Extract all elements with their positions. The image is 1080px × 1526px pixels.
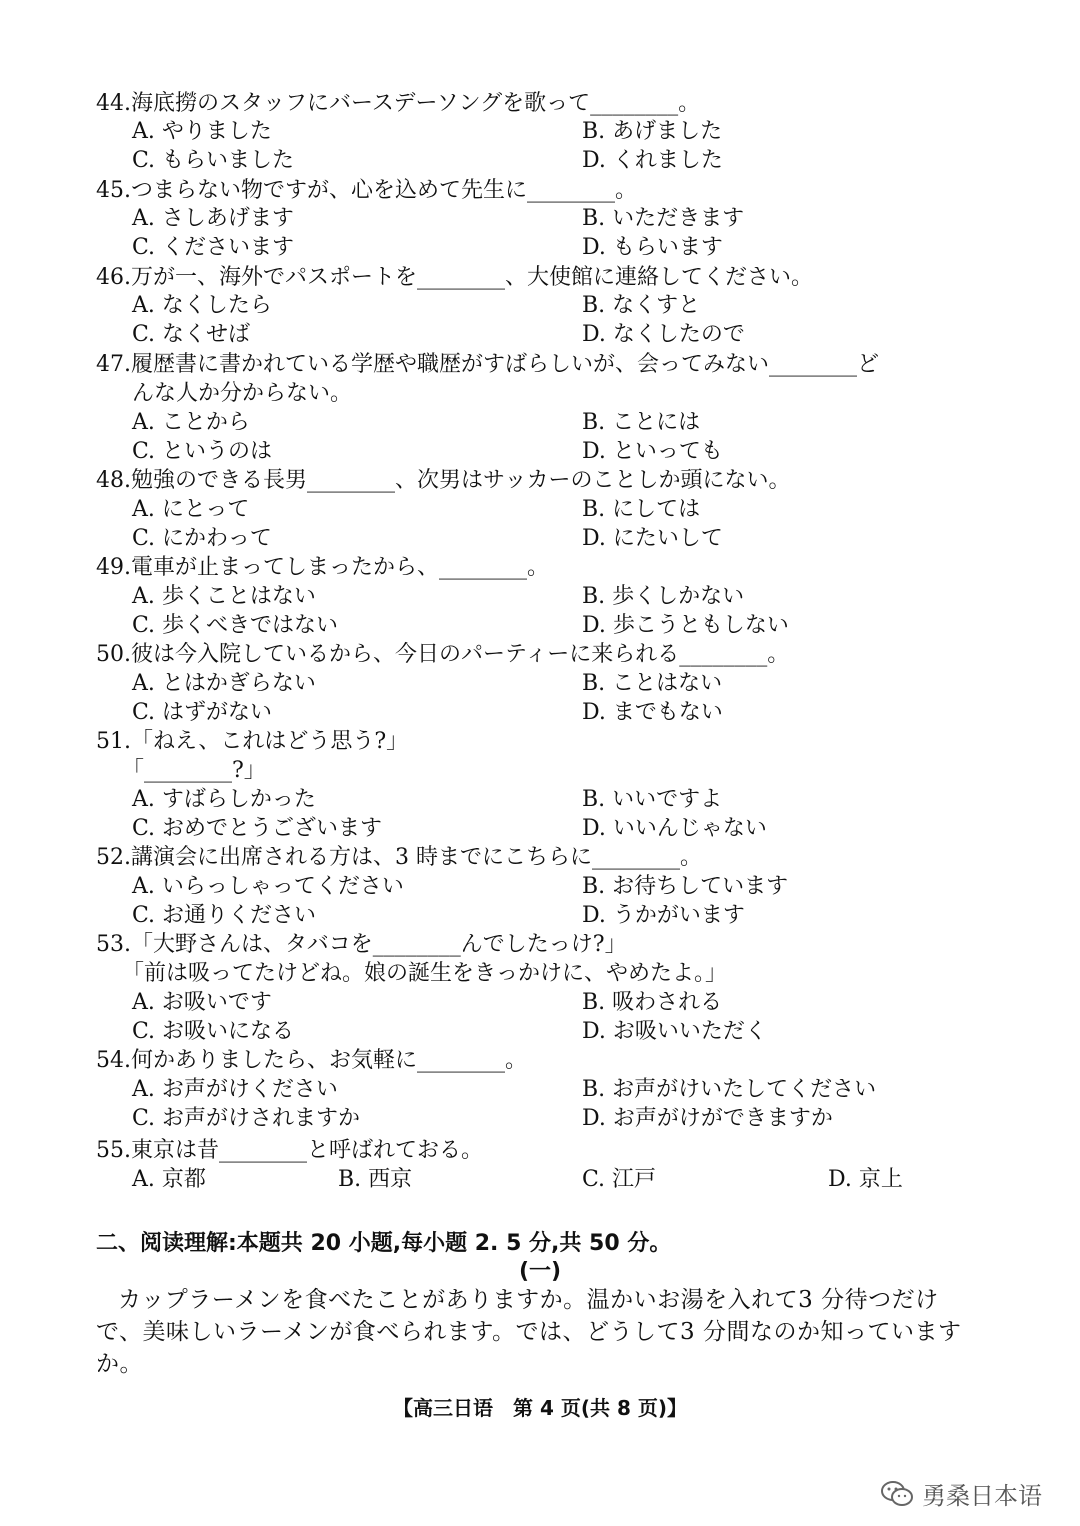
option-d: D. うかがいます	[582, 903, 745, 928]
option-d: D. お吸いいただく	[582, 1019, 767, 1044]
option-d: D. もらいます	[582, 235, 723, 260]
question-stem: 東京は昔________と呼ばれておる。	[131, 1138, 484, 1163]
option-b: B. にしては	[582, 497, 701, 522]
option-b: B. 吸わされる	[582, 990, 723, 1015]
option-a: A. 歩くことはない	[132, 584, 316, 609]
question-number: 50.	[96, 642, 131, 667]
question-53	[96, 931, 996, 959]
question-stem: 「大野さんは、タバコを________んでしたっけ?」	[131, 932, 627, 957]
option-d: D. いいんじゃない	[582, 816, 767, 841]
page-footer: 【高三日语 第 4 页(共 8 页)】	[393, 1396, 687, 1420]
watermark	[880, 1476, 1042, 1511]
option-d: D. お声がけができますか	[582, 1106, 833, 1131]
option-c: C. おめでとうございます	[132, 816, 383, 841]
option-a: A. やりました	[132, 119, 272, 144]
option-d: D. 京上	[828, 1167, 903, 1192]
question-47	[96, 351, 996, 379]
question-number: 44.	[96, 91, 131, 116]
option-d: D. なくしたので	[582, 322, 745, 347]
question-46	[96, 264, 996, 292]
question-51	[96, 728, 996, 756]
option-a: A. お吸いです	[132, 990, 272, 1015]
option-b: B. ことはない	[582, 671, 723, 696]
wechat-icon	[880, 1479, 914, 1509]
option-c: C. くださいます	[132, 235, 295, 260]
question-number: 54.	[96, 1048, 131, 1073]
question-50	[96, 641, 996, 669]
question-number: 45.	[96, 178, 131, 203]
question-dialog-reply: 「前は吸ってたけどね。娘の誕生をきっかけに、やめたよ。」	[122, 961, 728, 986]
option-b: B. お声がけいたしてください	[582, 1077, 877, 1102]
option-a: A. にとって	[132, 497, 250, 522]
question-45	[96, 177, 996, 205]
question-44	[96, 90, 996, 118]
question-48	[96, 467, 996, 495]
question-number: 49.	[96, 555, 131, 580]
section-subtitle: (一)	[518, 1259, 562, 1284]
option-a: A. なくしたら	[132, 293, 272, 318]
question-stem: 講演会に出席される方は、3 時までにこちらに________。	[131, 845, 702, 870]
option-b: B. 西京	[338, 1167, 413, 1192]
option-a: A. さしあげます	[132, 206, 294, 231]
option-a: A. とはかぎらない	[132, 671, 316, 696]
option-b: B. いいですよ	[582, 787, 723, 812]
option-b: B. 歩くしかない	[582, 584, 745, 609]
section-title: 二、阅读理解:本题共 20 小题,每小题 2. 5 分,共 50 分。	[96, 1231, 672, 1256]
option-a: A. すばらしかった	[132, 787, 316, 812]
question-number: 52.	[96, 845, 131, 870]
watermark-text: 勇桑日本语	[922, 1482, 1042, 1510]
reading-passage: カップラーメンを食べたことがありますか。温かいお湯を入れて3 分待つだけで、美味しいラーメンが食べられます。では、どうして3 分間なのか知っていますか。	[96, 1287, 962, 1377]
option-b: B. あげました	[582, 119, 723, 144]
question-stem-continued: んな人か分からない。	[132, 381, 353, 406]
question-52	[96, 844, 996, 872]
option-b: B. ことには	[582, 410, 701, 435]
question-stem: 電車が止まってしまったから、________。	[131, 555, 550, 580]
option-c: C. 江戸	[582, 1167, 657, 1192]
option-c: C. お声がけされますか	[132, 1106, 361, 1131]
option-a: A. 京都	[132, 1167, 206, 1192]
question-stem: 彼は今入院しているから、今日のパーティーに来られる________。	[131, 642, 790, 667]
question-54	[96, 1047, 996, 1075]
option-b: B. なくすと	[582, 293, 701, 318]
option-d: D. くれました	[582, 148, 723, 173]
question-stem: 履歴書に書かれている学歴や職歴がすばらしいが、会ってみない________ど	[131, 352, 880, 377]
question-stem: 海底撈のスタッフにバースデーソングを歌って________。	[131, 91, 701, 116]
question-stem: 「ねえ、これはどう思う?」	[131, 729, 409, 754]
option-c: C. にかわって	[132, 526, 272, 551]
option-d: D. といっても	[582, 439, 723, 464]
question-number: 53.	[96, 932, 131, 957]
option-c: C. もらいました	[132, 148, 295, 173]
question-number: 51.	[96, 729, 131, 754]
option-d: D. にたいして	[582, 526, 723, 551]
question-stem: 勉強のできる長男________、次男はサッカーのことしか頭にない。	[131, 468, 791, 493]
question-49	[96, 554, 996, 582]
option-c: C. 歩くべきではない	[132, 613, 339, 638]
question-stem: 何かありましたら、お気軽に________。	[131, 1048, 528, 1073]
option-c: C. というのは	[132, 439, 273, 464]
option-b: B. いただきます	[582, 206, 745, 231]
question-number: 47.	[96, 352, 131, 377]
option-b: B. お待ちしています	[582, 874, 789, 899]
option-a: A. ことから	[132, 410, 250, 435]
option-c: C. なくせば	[132, 322, 251, 347]
option-a: A. いらっしゃってください	[132, 874, 404, 899]
question-stem: 万が一、海外でパスポートを________、大使館に連絡してください。	[131, 265, 814, 290]
question-number: 48.	[96, 468, 131, 493]
option-a: A. お声がけください	[132, 1077, 338, 1102]
question-stem: つまらない物ですが、心を込めて先生に________。	[131, 178, 638, 203]
option-c: C. お通りください	[132, 903, 317, 928]
question-55	[96, 1137, 996, 1165]
option-d: D. 歩こうともしない	[582, 613, 789, 638]
question-dialog-reply: 「________?」	[122, 758, 266, 783]
option-d: D. までもない	[582, 700, 723, 725]
question-number: 55.	[96, 1138, 131, 1163]
option-c: C. お吸いになる	[132, 1019, 295, 1044]
question-number: 46.	[96, 265, 131, 290]
option-c: C. はずがない	[132, 700, 273, 725]
